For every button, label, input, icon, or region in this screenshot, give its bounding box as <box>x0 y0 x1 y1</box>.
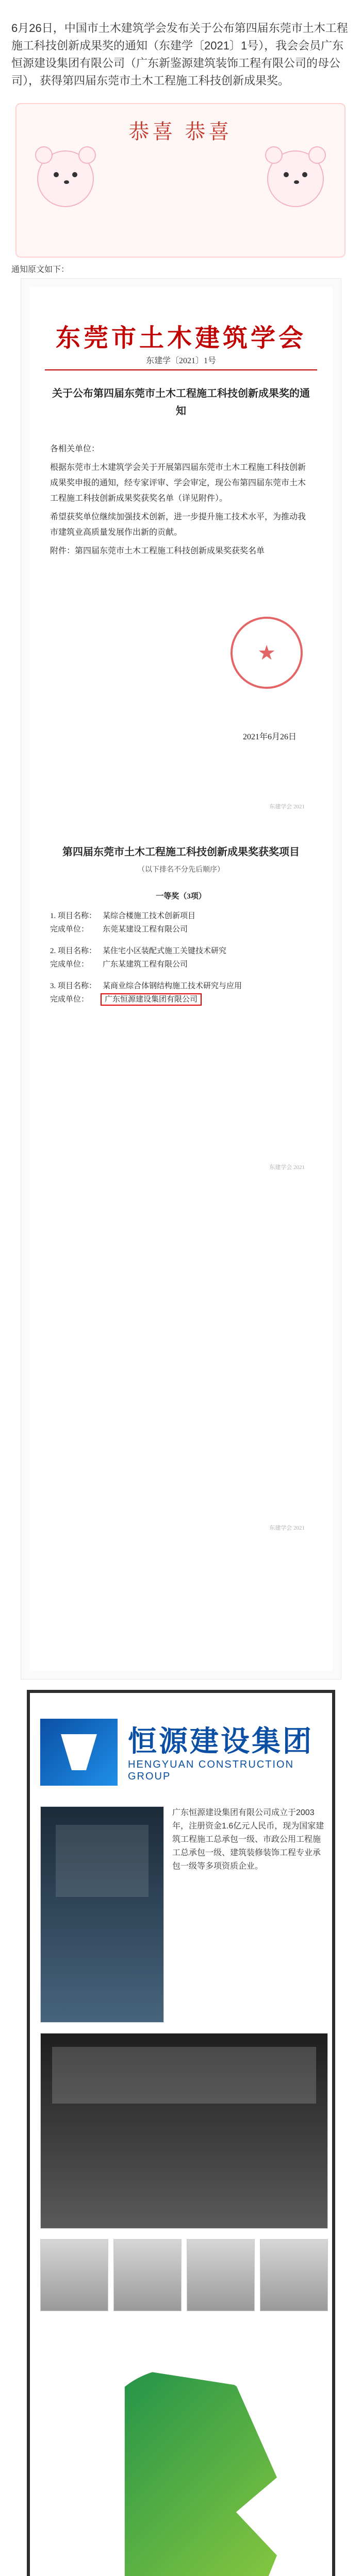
notice-document <box>21 278 341 1680</box>
photo-thumb <box>260 2239 328 2311</box>
bear-left-illustration <box>37 150 94 207</box>
doc-header: 通知原文如下： <box>11 265 70 274</box>
doc-subject: 关于公布第四届东莞市土木工程施工科技创新成果奖的通知 <box>52 388 310 417</box>
award-level: 一等奖（3项） <box>156 892 206 901</box>
lobby-sign <box>52 2047 316 2104</box>
item-value: 东莞某建设工程有限公司 <box>103 925 188 934</box>
celebration-banner <box>15 103 345 258</box>
list-item <box>50 944 312 958</box>
stamp-star-icon: ★ <box>257 641 276 665</box>
list-item <box>50 923 312 936</box>
hengyuan-logo <box>40 1714 328 1791</box>
item-value: 某商业综合体钢结构施工技术研究与应用 <box>103 982 242 990</box>
attachment-subtitle: （以下排名不分先后顺序） <box>138 866 224 874</box>
watermark-text: 东建学会 2021 <box>269 1164 305 1171</box>
list-item <box>50 958 312 971</box>
xinjianyuan-b-icon <box>91 2368 277 2576</box>
award-list <box>50 885 312 1006</box>
list-item <box>50 979 312 993</box>
photo-thumb <box>187 2239 255 2311</box>
item-key: 1. 项目名称： <box>50 912 97 920</box>
intro-paragraph <box>11 20 351 90</box>
doc-date: 2021年6月26日 <box>242 733 297 741</box>
bear-right-illustration <box>267 150 324 207</box>
lobby-photo <box>40 2033 328 2229</box>
item-value: 某住宅小区装配式施工关键技术研究 <box>103 947 227 955</box>
photo-thumb <box>113 2239 182 2311</box>
item-value: 广东某建筑工程有限公司 <box>103 960 188 969</box>
notice-document-inner <box>29 287 333 1671</box>
bear-ear-right <box>78 146 96 164</box>
doc-body-p2: 希望获奖单位继续加强技术创新，进一步提升施工技术水平，为推动我市建筑业高质量发展作出新的贡献。 <box>50 513 306 537</box>
doc-body-p3: 附件：第四届东莞市土木工程施工科技创新成果奖获奖名单 <box>50 547 265 555</box>
hengyuan-name-en: HENGYUAN CONSTRUCTION GROUP <box>128 1759 294 1782</box>
banner-text: 恭喜 恭喜 <box>128 121 233 143</box>
xinjianyuan-logo <box>40 2332 328 2576</box>
item-key: 2. 项目名称： <box>50 947 97 955</box>
list-item <box>50 909 312 923</box>
hengyuan-ad <box>27 1690 335 2576</box>
bear-ear-left <box>35 146 53 164</box>
attachment-title: 第四届东莞市土木工程施工科技创新成果奖获奖项目 <box>62 846 300 858</box>
item-value highlighted-company <box>103 993 312 1006</box>
doc-body-p0: 各相关单位： <box>50 445 100 453</box>
highlighted-company-name: 广东恒源建设集团有限公司 <box>103 995 200 1004</box>
doc-red-line <box>45 369 317 370</box>
intro-text: 6月26日，中国市土木建筑学会发布关于公布第四届东莞市土木工程施工科技创新成果奖的通知（东建学〔2021〕1号），我会会员广东恒源建设集团有限公司（广东新鉴源建筑装饰工程有限公司的母公司），获得第四届东莞市土木工程施工科技创新成果奖。 <box>11 22 348 87</box>
bear-eye-left <box>284 172 289 177</box>
company-photo <box>40 1806 164 2023</box>
item-value: 某综合楼施工技术创新项目 <box>103 912 196 920</box>
bear-nose <box>64 180 69 184</box>
doc-number: 东建学〔2021〕1号 <box>145 357 216 365</box>
bear-ear-left <box>265 146 283 164</box>
watermark-text: 东建学会 2021 <box>269 804 305 810</box>
hengyuan-name-cn: 恒源建设集团 <box>128 1725 314 1757</box>
watermark-text: 东建学会 2021 <box>269 1525 305 1531</box>
list-item <box>50 993 312 1006</box>
bear-eye-left <box>54 172 59 177</box>
doc-body <box>50 442 312 562</box>
photo-strip <box>40 2239 328 2311</box>
hengyuan-intro-block <box>40 1806 328 2023</box>
item-key: 完成单位： <box>50 925 89 934</box>
item-key: 完成单位： <box>50 995 89 1004</box>
bear-nose <box>294 180 299 184</box>
red-stamp <box>231 617 303 689</box>
item-key: 完成单位： <box>50 960 89 969</box>
hengyuan-mark-icon <box>40 1719 118 1786</box>
bear-eye-right <box>302 172 307 177</box>
photo-thumb <box>40 2239 108 2311</box>
doc-body-p1: 根据东莞市土木建筑学会关于开展第四届东莞市土木工程施工科技创新成果奖申报的通知，经专家评审、学会审定，现公布第四届东莞市土木工程施工科技创新成果奖获奖名单（详见附件）。 <box>50 463 306 503</box>
doc-title: 东莞市土木建筑学会 <box>55 325 306 352</box>
bear-ear-right <box>308 146 326 164</box>
company-description: 广东恒源建设集团有限公司成立于2003年，注册资金1.6亿元人民币，现为国家建筑工程施工总承包一级、市政公用工程施工总承包一级、建筑装修装饰工程专业承包一级等多项资质企业。 <box>172 1808 324 1871</box>
item-key: 3. 项目名称： <box>50 982 97 990</box>
bear-eye-right <box>72 172 77 177</box>
